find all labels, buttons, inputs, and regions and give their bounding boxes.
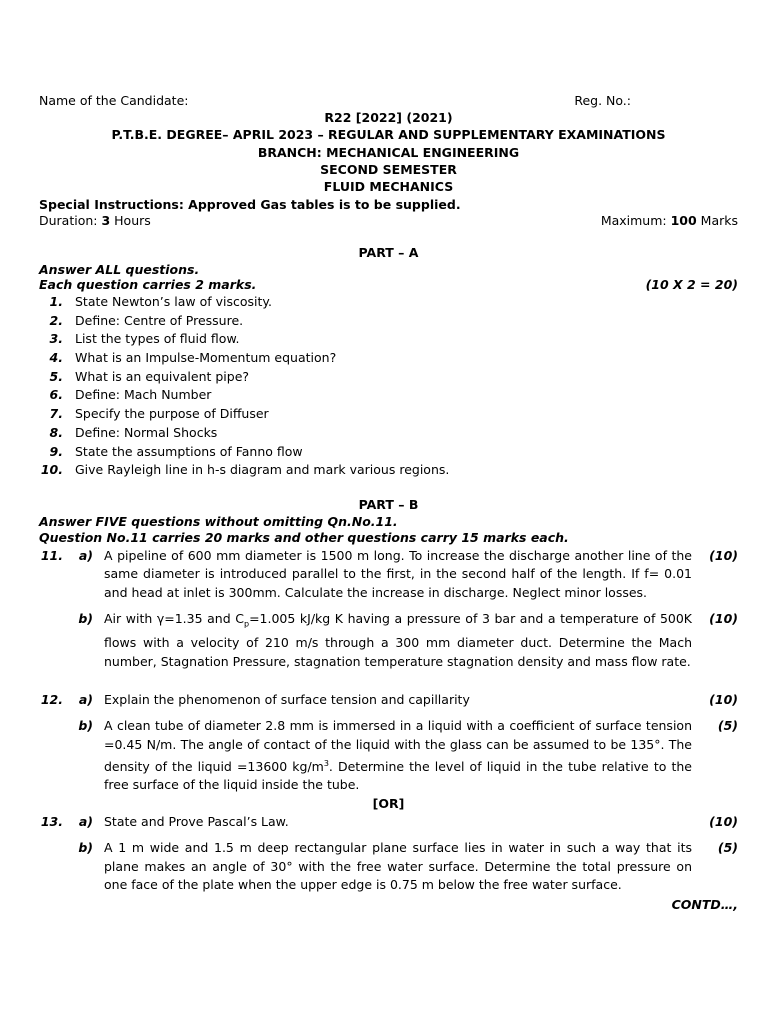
part-b-title: PART – B xyxy=(358,496,419,512)
list-item: 5. What is an equivalent pipe? xyxy=(49,368,250,384)
part-a-title: PART – A xyxy=(358,245,419,260)
list-item: 3. List the types of fluid flow. xyxy=(49,331,240,347)
list-item: 10. Give Rayleigh line in h-s diagram and mark various regions. xyxy=(40,462,450,478)
list-item: 7. Specify the purpose of Diffuser xyxy=(49,406,269,422)
list-item: 6. Define: Mach Number xyxy=(49,387,212,403)
or-separator: [OR] xyxy=(372,795,405,811)
list-item: 8. Define: Normal Shocks xyxy=(49,424,218,440)
branch: BRANCH: MECHANICAL ENGINEERING xyxy=(257,144,520,160)
duration-row xyxy=(39,212,738,230)
part-a-instruction-2: Each question carries 2 marks. xyxy=(39,277,257,292)
special-instructions: Special Instructions: Approved Gas tables is to be supplied. xyxy=(39,196,461,212)
part-a-marks-row xyxy=(39,276,738,293)
question-13a: 13. a) State and Prove Pascal’s Law. (10) xyxy=(40,813,738,829)
exam-title: P.T.B.E. DEGREE– APRIL 2023 – REGULAR AND SUPPLEMENTARY EXAMINATIONS xyxy=(111,127,666,142)
exam-paper xyxy=(39,92,738,914)
list-item: 1. State Newton’s law of viscosity. xyxy=(49,294,272,309)
question-13b: b) A 1 m wide and 1.5 m deep rectangular plane surface lies in water in such a way that its plane makes an angle of 30° with the free water surface. Determine the total pressure on one face of the plate when the upper edge is 0.75 m below the free water surface. (5) xyxy=(78,839,738,893)
candidate-name-label: Name of the Candidate: xyxy=(39,93,189,108)
list-item: 9. State the assumptions of Fanno flow xyxy=(49,443,303,459)
question-12a: 12. a) Explain the phenomenon of surface tension and capillarity (10) xyxy=(40,692,738,708)
continued-label: CONTD…, xyxy=(671,896,738,912)
part-a-questions xyxy=(39,293,738,480)
part-a-marks: (10 X 2 = 20) xyxy=(645,277,738,292)
question-11a: 11. a) A pipeline of 600 mm diameter is 1500 m long. To increase the discharge another line of the same diameter is introduced parallel to the first, in the second half of the length. If f= 0.01 and head at inlet is 300mm. Calculate the increase in discharge. Neglect minor losses. (10) xyxy=(40,547,738,600)
duration: Duration: 3 Hours xyxy=(39,213,151,228)
subject: FLUID MECHANICS xyxy=(323,179,454,194)
list-item: 2. Define: Centre of Pressure. xyxy=(49,312,244,328)
reg-no-label: Reg. No.: xyxy=(574,93,631,108)
part-a-instruction: Answer ALL questions. xyxy=(39,262,200,277)
maximum-marks: Maximum: 100 Marks xyxy=(600,213,738,228)
paper-code: R22 [2022] (2021) xyxy=(324,110,453,125)
list-item: 4. What is an Impulse-Momentum equation? xyxy=(49,350,337,366)
part-b-instruction: Answer FIVE questions without omitting Qn.No.11. xyxy=(39,513,398,529)
question-12b: b) A clean tube of diameter 2.8 mm is immersed in a liquid with a coefficient of surface tension =0.45 N/m. The angle of contact of the liquid with the glass can be assumed to be 135°. The density of the liquid =13600 $kg/m^3$. Determine the level of liquid in the tube relative to the free surface of the liquid inside the tube. (5) xyxy=(78,718,738,793)
semester: SECOND SEMESTER xyxy=(320,162,457,177)
question-11b: b) Air with γ=1.35 and $C_p=1.005$ kJ/kg K having a pressure of 3 bar and a temperature of 500K flows with a velocity of 210 m/s through a 300 mm diameter duct. Determine the Mach number, Stagnation Pressure, stagnation temperature stagnation density and mass flow rate. (10) xyxy=(78,611,738,669)
part-b-instruction-2: Question No.11 carries 20 marks and other questions carry 15 marks each. xyxy=(39,529,569,545)
candidate-row xyxy=(39,92,738,110)
